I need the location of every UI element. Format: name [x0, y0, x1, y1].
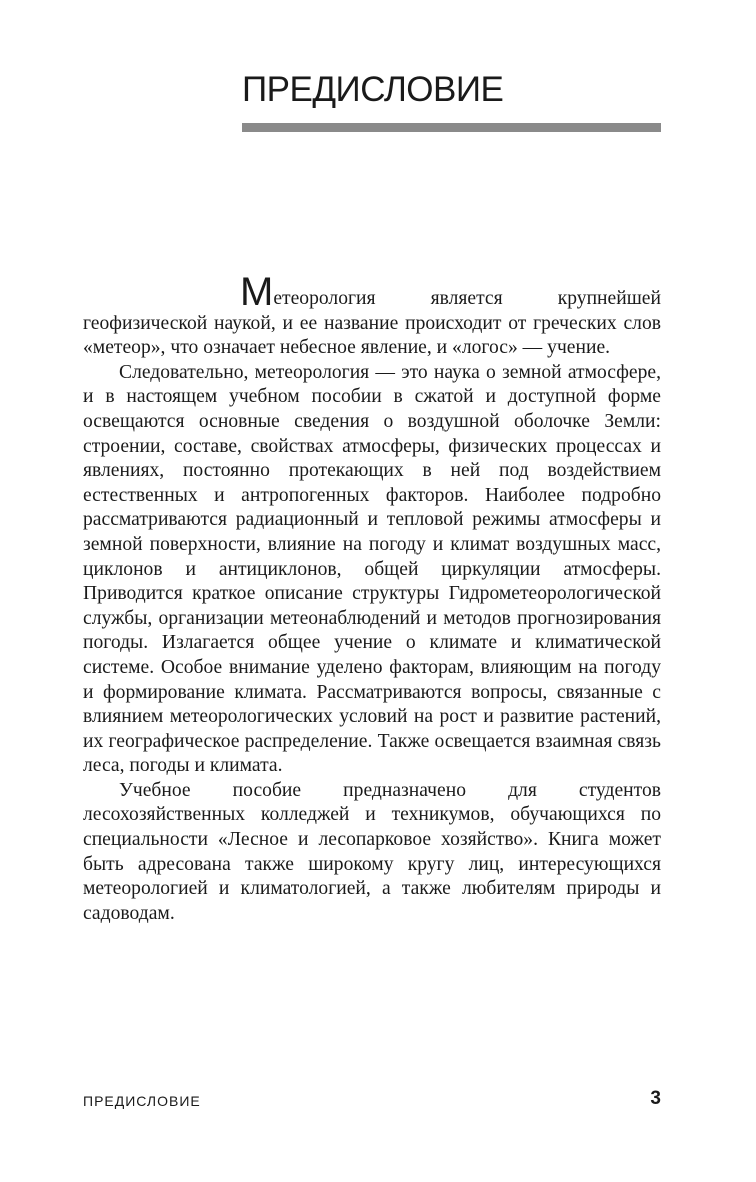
drop-cap: М — [240, 270, 274, 314]
page-number: 3 — [650, 1088, 661, 1109]
running-footer: ПРЕДИСЛОВИЕ — [83, 1093, 201, 1109]
paragraph-1-text: етеорология является крупнейшей геофизической наукой, и ее название происходит от греческих слов «метеор», что означает небесное явление, и «логос» — учение. — [83, 288, 661, 359]
title-rule — [242, 123, 661, 132]
paragraph-1 — [83, 270, 661, 361]
chapter-title: ПРЕДИСЛОВИЕ — [242, 70, 504, 109]
body-text — [83, 270, 661, 926]
paragraph-3: Учебное пособие предназначено для студентов лесохозяйственных колледжей и техникумов, обучающихся по специальности «Лесное и лесопарковое хозяйство». Книга может быть адресована также широкому кругу лиц, интересующихся метеорологией и климатологией, а также любителям природы и садоводам. — [83, 779, 661, 924]
paragraph-2: Следовательно, метеорология — это наука о земной атмосфере, и в настоящем учебном пособии в сжатой и доступной форме освещаются основные сведения о воздушной оболочке Земли: строении, составе, свойствах атмосферы, физических процессах и явлениях, постоянно протекающих в ней под воздействием естественных и антропогенных факторов. Наиболее подробно рассматриваются радиационный и тепловой режимы атмосферы и земной поверхности, влияние на погоду и климат воздушных масс, циклонов и антициклонов, общей циркуляции атмосферы. Приводится краткое описание структуры Гидрометеорологической службы, организации метеонаблюдений и методов прогнозирования погоды. Излагается общее учение о климате и климатической системе. Особое внимание уделено факторам, влияющим на погоду и формирование климата. Рассматриваются вопросы, связанные с влиянием метеорологических условий на рост и развитие растений, их географическое распределение. Также освещается взаимная связь леса, погоды и климата. — [83, 361, 661, 777]
